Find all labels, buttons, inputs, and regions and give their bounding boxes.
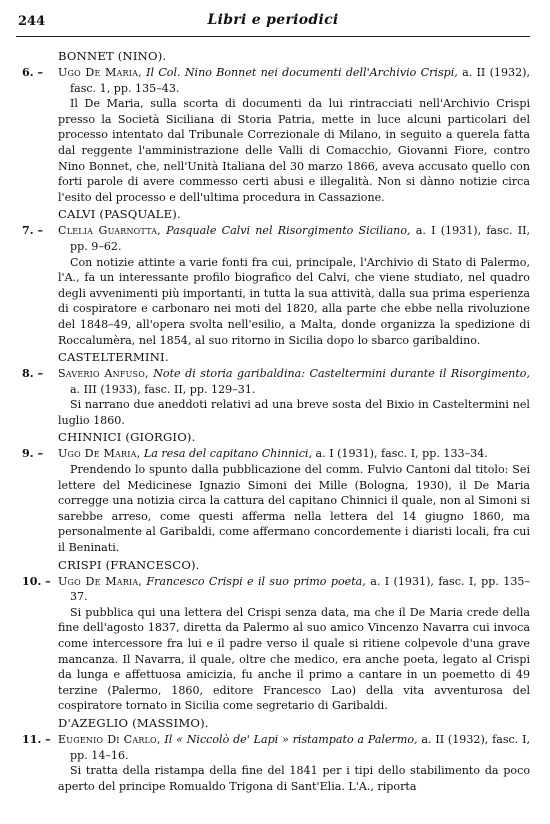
bibliography-entry	[16, 574, 530, 714]
article-title: Note di storia garibaldina: Casteltermini durante il Risorgimento,	[153, 367, 530, 381]
entry-number: 11. –	[22, 732, 51, 746]
article-title: Il « Niccolò de' Lapi » ristampato a Palermo,	[164, 732, 418, 746]
article-title: Francesco Crispi e il suo primo poeta,	[146, 574, 366, 588]
entry-abstract: Prendendo lo spunto dalla pubblicazione del comm. Fulvio Cantoni dal titolo: Sei lettere del Medicinese Ignazio Simoni dei Mille (Bologna, 1930), il De Maria corregge una notizia circa la cattura del capitano Chinnici il quale, non al Simoni si sarebbe arreso, come questi afferma nella lettera del 14 giugno 1860, ma personalmente al Garibaldi, come affermano concordemente i diaristi locali, fra cui il Beninati.	[58, 463, 530, 555]
author-name: Ugo De Maria,	[58, 66, 142, 79]
article-title: Il Col. Nino Bonnet nei documenti dell'Archivio Crispi,	[146, 66, 458, 79]
bibliography-section	[16, 49, 530, 205]
citation	[58, 446, 530, 462]
citation	[58, 366, 530, 397]
entry-abstract: Si tratta della ristampa della fine del 1841 per i tipi dello stabilimento da poco aperto del principe Romualdo Trigona di Sant'Elia. L'A., riporta	[58, 764, 530, 793]
bibliography-list	[16, 49, 530, 794]
publication-details: a. II (1932), fasc. 1, pp. 135–43.	[70, 66, 531, 95]
author-name: Eugenio Di Carlo,	[58, 732, 161, 746]
subject-heading: D'AZEGLIO (MASSIMO).	[58, 715, 209, 730]
entry-number: 10. –	[22, 574, 51, 588]
publication-details: a. I (1931), fasc. II, pp. 9–62.	[70, 224, 530, 253]
bibliography-section	[16, 716, 530, 794]
entry-abstract: Il De Maria, sulla scorta di documenti da lui rintracciati nell'Archivio Crispi presso la Società Siciliana di Storia Patria, mette in luce alcuni particolari del processo intentato dal Tribunale Correzionale di Milano, in seguito a querela fatta dal reggente l'amministrazione delle Valli di Comacchio, Giovanni Fiore, contro Nino Bonnet, che, nell'Unità Italiana del 30 marzo 1866, aveva accusato quello con forti parole di avere commesso certi abusi e illegalità. Non si dànno notizie circa l'esito del processo e dell'ultima procedura in Cassazione.	[58, 97, 530, 204]
citation	[58, 65, 530, 96]
entry-number: 6. –	[22, 66, 43, 79]
running-title: Libri e periodici	[207, 12, 339, 28]
entry-number: 8. –	[22, 367, 43, 381]
subject-heading: BONNET (NINO).	[58, 49, 167, 63]
entry-abstract: Con notizie attinte a varie fonti fra cui, principale, l'Archivio di Stato di Palermo, l'A., fa un interessante profilo biografico del Calvi, che viene studiato, nel quadro degli avvenimenti più importanti, in tutta la sua attività, dalla sua prima esperienza di cospiratore e carbonaro nei moti del 1820, alla parte che ebbe nella rivoluzione del 1848–49, all'opera svolta nell'esilio, a Malta, donde organizza la spedizione di Roccalumèra, nel 1854, al suo ritorno in Sicilia dopo lo sbarco garibaldino.	[58, 255, 530, 347]
bibliography-section	[16, 558, 530, 714]
entry-number: 9. –	[22, 447, 43, 461]
entry-number: 7. –	[22, 224, 43, 238]
page-number: 244	[18, 14, 46, 29]
author-name: Clelia Guarnotta,	[58, 224, 161, 238]
bibliography-section	[16, 430, 530, 555]
entry-abstract: Si pubblica qui una lettera del Crispi senza data, ma che il De Maria crede della fine dell'agosto 1837, diretta da Palermo al suo amico Vincenzo Navarra cui invoca come intercessore fra lui e il padre verso il quale si ritiene colpevole d'una grave mancanza. Il Navarra, il quale, oltre che medico, era anche poeta, legato al Crispi da lunga e affettuosa amicizia, fu anche il primo a cantare in un poemetto di 49 terzine (Palermo, 1860, editore Francesco Lao) della vita avventurosa del cospiratore tornato in Sicilia come segretario di Garibaldi.	[58, 605, 530, 713]
article-title: Pasquale Calvi nel Risorgimento Siciliano,	[166, 224, 411, 238]
bibliography-section	[16, 207, 530, 348]
author-name: Ugo De Maria,	[58, 447, 141, 461]
article-title: La resa del capitano Chinnici,	[143, 447, 312, 461]
subject-heading: CRISPI (FRANCESCO).	[58, 557, 200, 572]
citation	[58, 223, 530, 254]
bibliography-entry	[16, 446, 530, 555]
publication-details: a. III (1933), fasc. II, pp. 129–31.	[70, 382, 256, 396]
publication-details: a. II (1932), fasc. I, pp. 14–16.	[70, 732, 530, 762]
subject-heading: CASTELTERMINI.	[58, 350, 169, 365]
bibliography-entry	[16, 223, 530, 348]
publication-details: a. I (1931), fasc. I, pp. 135–37.	[70, 574, 530, 604]
author-name: Ugo De Maria,	[58, 574, 143, 588]
subject-heading: CALVI (PASQUALE).	[58, 207, 181, 222]
citation	[58, 732, 530, 763]
running-head	[16, 10, 530, 37]
citation	[58, 574, 530, 605]
subject-heading: CHINNICI (GIORGIO).	[58, 430, 196, 445]
entry-abstract: Si narrano due aneddoti relativi ad una breve sosta del Bixio in Casteltermini nel luglio 1860.	[58, 398, 530, 427]
bibliography-entry	[16, 366, 530, 428]
bibliography-entry	[16, 65, 530, 205]
bibliography-entry	[16, 732, 530, 794]
publication-details: a. I (1931), fasc. I, pp. 133–34.	[315, 447, 488, 461]
bibliography-section	[16, 350, 530, 428]
author-name: Saverio Anfuso,	[58, 367, 149, 381]
